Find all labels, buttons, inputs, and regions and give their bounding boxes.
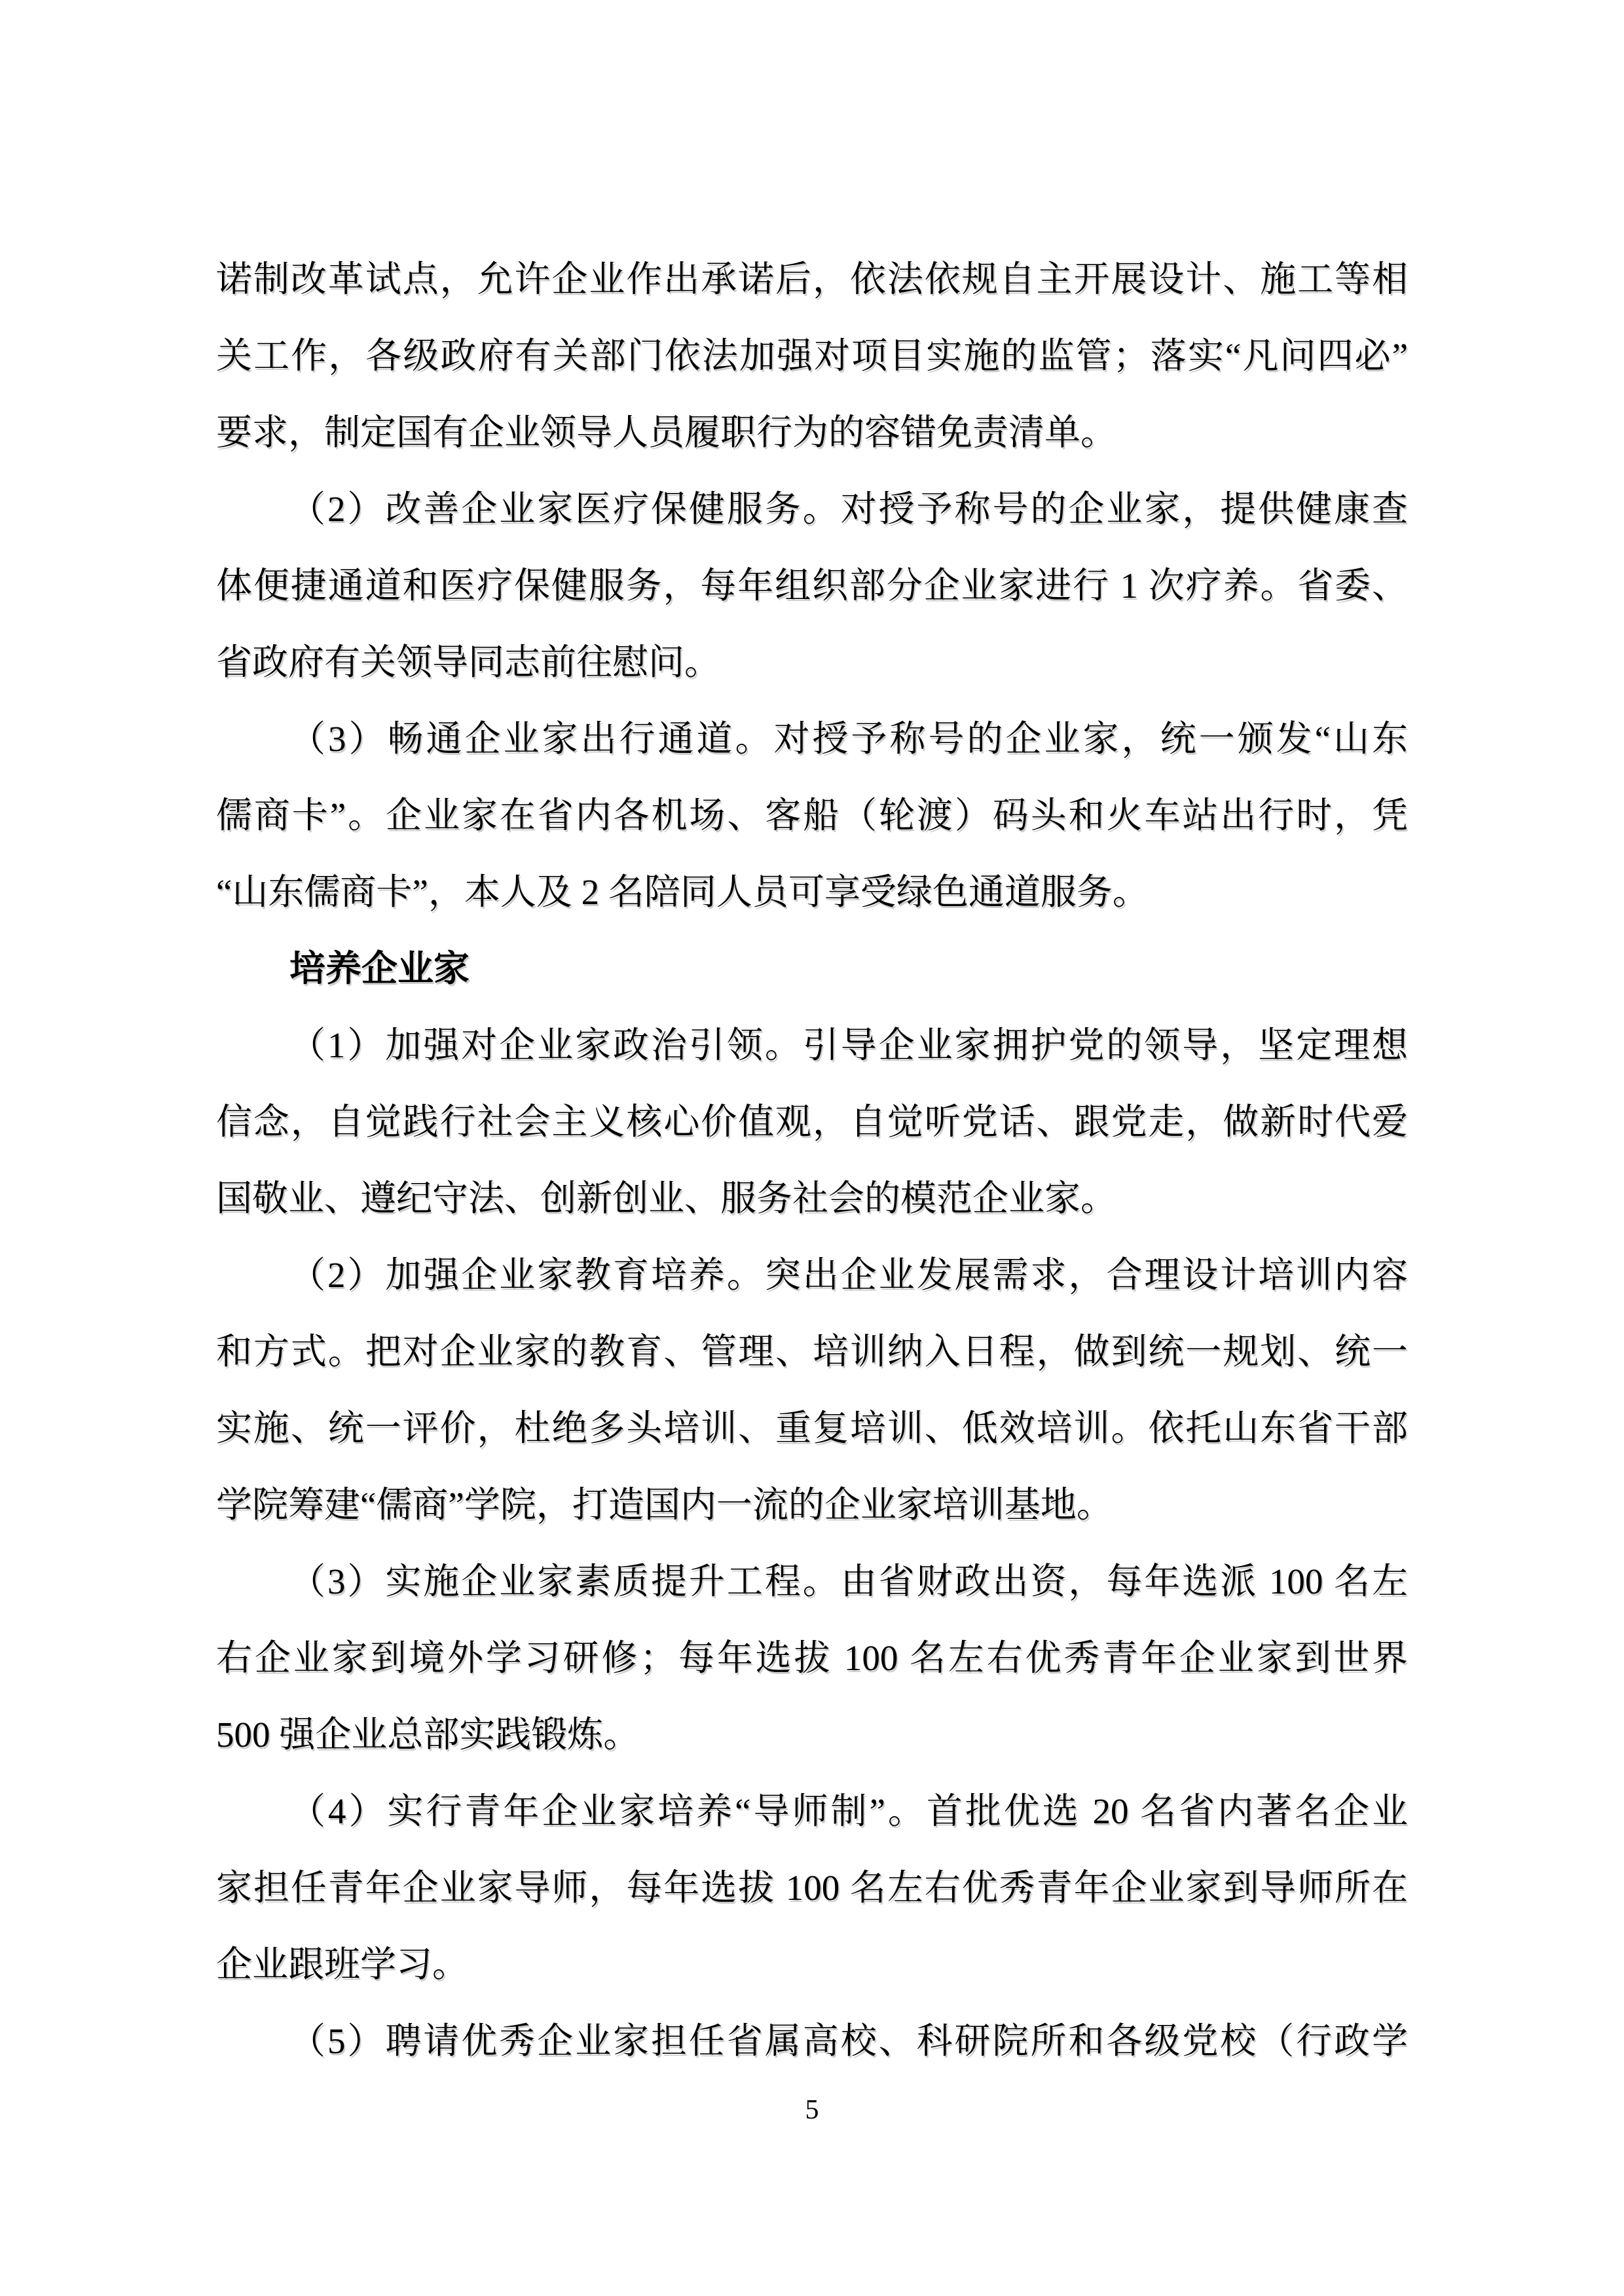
text-line: 学院筹建“儒商”学院，打造国内一流的企业家培训基地。 bbox=[216, 1485, 1113, 1525]
text-line: 实施、统一评价，杜绝多头培训、重复培训、低效培训。依托山东省干部 bbox=[216, 1408, 1408, 1448]
text-line: （2）改善企业家医疗保健服务。对授予称号的企业家，提供健康查 bbox=[289, 489, 1408, 529]
text-line: 儒商卡”。企业家在省内各机场、客船（轮渡）码头和火车站出行时，凭 bbox=[216, 795, 1408, 835]
text-line: 省政府有关领导同志前往慰问。 bbox=[216, 642, 721, 682]
text-line: （2）加强企业家教育培养。突出企业发展需求，合理设计培训内容 bbox=[289, 1255, 1408, 1295]
text-line: “山东儒商卡”，本人及 2 名陪同人员可享受绿色通道服务。 bbox=[216, 872, 1149, 912]
text-line: 关工作，各级政府有关部门依法加强对项目实施的监管；落实“凡问四必” bbox=[216, 336, 1408, 376]
text-line: 家担任青年企业家导师，每年选拔 100 名左右优秀青年企业家到导师所在 bbox=[216, 1868, 1408, 1908]
text-line: 右企业家到境外学习研修；每年选拔 100 名左右优秀青年企业家到世界 bbox=[216, 1638, 1408, 1678]
text-line: 诺制改革试点，允许企业作出承诺后，依法依规自主开展设计、施工等相 bbox=[216, 259, 1408, 299]
text-line: 信念，自觉践行社会主义核心价值观，自觉听党话、跟党走，做新时代爱 bbox=[216, 1102, 1408, 1142]
text-line: 和方式。把对企业家的教育、管理、培训纳入日程，做到统一规划、统一 bbox=[216, 1332, 1408, 1372]
text-line: 要求，制定国有企业领导人员履职行为的容错免责清单。 bbox=[216, 412, 1117, 452]
text-line: 500 强企业总部实践锻炼。 bbox=[216, 1715, 640, 1755]
text-line: （4）实行青年企业家培养“导师制”。首批优选 20 名省内著名企业 bbox=[289, 1791, 1408, 1831]
section-heading: 培养企业家 bbox=[289, 949, 470, 989]
text-line: （5）聘请优秀企业家担任省属高校、科研院所和各级党校（行政学 bbox=[289, 2021, 1408, 2061]
text-line: （3）畅通企业家出行通道。对授予称号的企业家，统一颁发“山东 bbox=[289, 719, 1408, 759]
text-line: （1）加强对企业家政治引领。引导企业家拥护党的领导，坚定理想 bbox=[289, 1025, 1408, 1065]
page-number: 5 bbox=[805, 2095, 819, 2125]
text-line: （3）实施企业家素质提升工程。由省财政出资，每年选派 100 名左 bbox=[289, 1561, 1408, 1601]
text-line: 国敬业、遵纪守法、创新创业、服务社会的模范企业家。 bbox=[216, 1178, 1117, 1218]
text-line: 体便捷通道和医疗保健服务，每年组织部分企业家进行 1 次疗养。省委、 bbox=[216, 566, 1408, 606]
text-block bbox=[216, 241, 1408, 2079]
text-line: 企业跟班学习。 bbox=[216, 1944, 469, 1984]
